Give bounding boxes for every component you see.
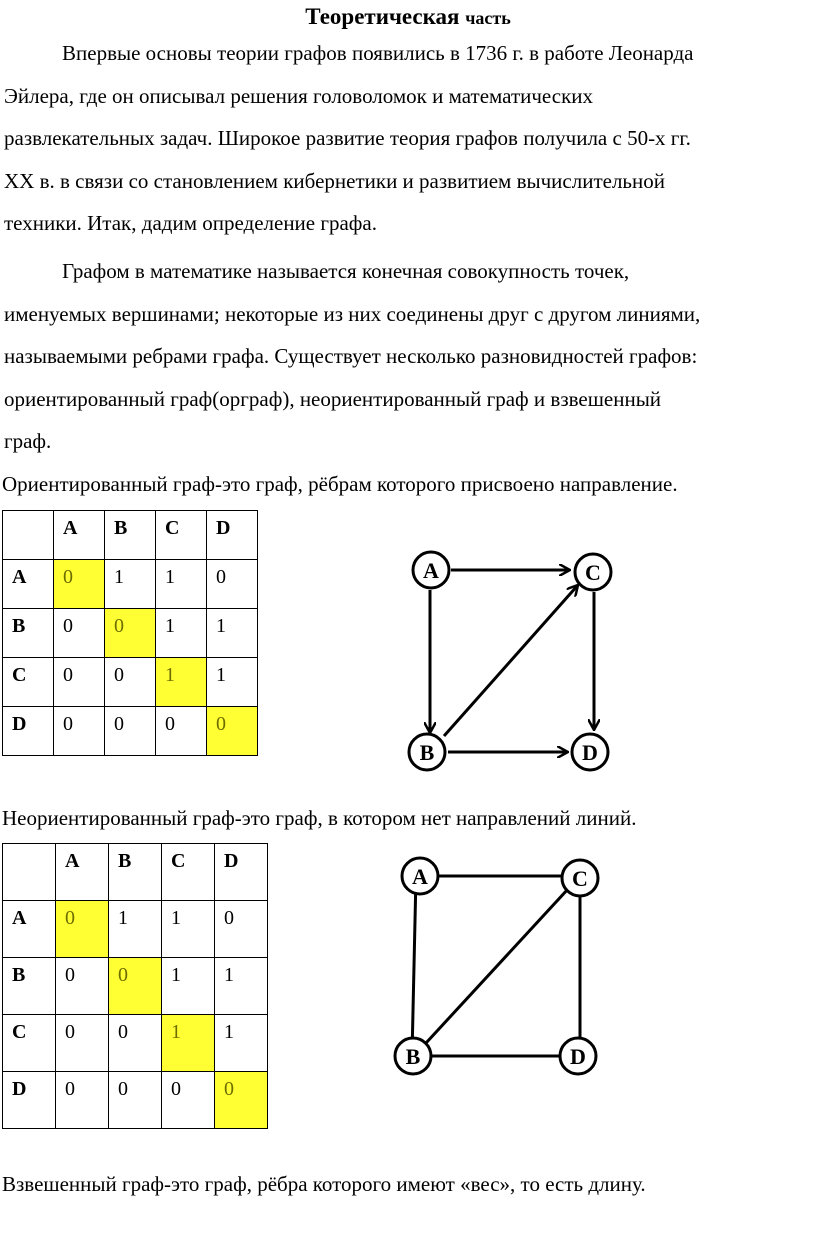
row-label: B [3, 958, 56, 1015]
row-label: D [3, 1072, 56, 1129]
table-cell: 1 [162, 1015, 215, 1072]
table-cell: 0 [109, 958, 162, 1015]
undirected-graph-diagram [395, 858, 598, 1074]
table-header-cell: C [162, 844, 215, 901]
svg-text:B: B [419, 740, 435, 765]
table-cell: 1 [162, 958, 215, 1015]
table-header-cell: A [56, 844, 109, 901]
table-cell: 0 [156, 707, 207, 756]
node-b [409, 734, 445, 770]
table-cell: 0 [54, 560, 105, 609]
table-row [3, 901, 268, 958]
table-cell: 1 [109, 901, 162, 958]
table-cell: 0 [162, 1072, 215, 1129]
row-label: A [3, 560, 54, 609]
title-small: часть [465, 8, 511, 28]
table-cell: 1 [156, 658, 207, 707]
table-header-cell: D [215, 844, 268, 901]
row-label: A [3, 901, 56, 958]
node-c [562, 860, 598, 896]
svg-text:C: C [585, 560, 601, 585]
table-cell: 0 [54, 609, 105, 658]
table-row [3, 1015, 268, 1072]
edge-a-b [412, 876, 416, 1056]
table-cell: 1 [207, 609, 258, 658]
node-d [572, 734, 608, 770]
table-cell: 1 [215, 1015, 268, 1072]
table-cell: 0 [105, 707, 156, 756]
edge-b-c [414, 876, 580, 1056]
table-cell: 0 [207, 560, 258, 609]
table-row [3, 958, 268, 1015]
intro-paragraph: Впервые основы теории графов появились в 1736 г. в работе Леонарда Эйлера, где он описывал решения головоломок и математических развлекательных задач. Широкое развитие теория графов получила с 50-х гг. XX в. в связи со становлением кибернетики и развитием вычислительной техники. Итак, дадим определение графа. [4, 41, 694, 235]
node-a [413, 552, 449, 588]
weighted-definition: Взвешенный граф-это граф, рёбра которого имеют «вес», то есть длину. [2, 1172, 646, 1196]
table-cell: 1 [105, 560, 156, 609]
table-header-cell: A [54, 511, 105, 560]
table-cell: 0 [54, 658, 105, 707]
title-main: Теоретическая [305, 4, 460, 29]
table-cell: 1 [156, 560, 207, 609]
svg-text:D: D [582, 740, 598, 765]
table-cell: 1 [162, 901, 215, 958]
node-b [395, 1038, 431, 1074]
node-c [575, 554, 611, 590]
table-header-row [3, 844, 268, 901]
undirected-adjacency-table [2, 843, 268, 1129]
undirected-definition: Неориентированный граф-это граф, в котором нет направлений линий. [2, 806, 637, 830]
table-cell: 0 [56, 1015, 109, 1072]
table-cell: 0 [56, 901, 109, 958]
row-label: C [3, 1015, 56, 1072]
table-cell: 0 [215, 1072, 268, 1129]
svg-text:C: C [572, 866, 588, 891]
table-header-cell: B [109, 844, 162, 901]
table-cell: 0 [54, 707, 105, 756]
table-row [3, 1072, 268, 1129]
table-cell: 1 [215, 958, 268, 1015]
table-cell: 1 [207, 658, 258, 707]
table-cell: 0 [109, 1015, 162, 1072]
edge-b-c [444, 585, 578, 736]
row-label: B [3, 609, 54, 658]
node-a [402, 858, 438, 894]
svg-text:D: D [570, 1044, 586, 1069]
svg-text:A: A [412, 864, 428, 889]
table-cell: 0 [109, 1072, 162, 1129]
table-cell: 0 [56, 958, 109, 1015]
table-cell: 0 [56, 1072, 109, 1129]
svg-text:A: A [423, 558, 439, 583]
table-cell: 1 [156, 609, 207, 658]
node-d [560, 1038, 596, 1074]
row-label: C [3, 658, 54, 707]
table-header-cell: C [156, 511, 207, 560]
row-label: D [3, 707, 54, 756]
svg-text:B: B [405, 1044, 421, 1069]
table-header-cell: D [207, 511, 258, 560]
table-header-cell [3, 844, 56, 901]
table-cell: 0 [105, 609, 156, 658]
directed-definition: Ориентированный граф-это граф, рёбрам которого присвоено направление. [2, 472, 678, 496]
definition-paragraph: Графом в математике называется конечная совокупность точек, именуемых вершинами; некоторые из них соединены друг с другом линиями, называемыми ребрами графа. Существует несколько разновидностей графов: ориентированный граф(орграф), неориентированный граф и взвешенный граф. [4, 259, 701, 453]
table-cell: 0 [105, 658, 156, 707]
table-cell: 0 [207, 707, 258, 756]
table-cell: 0 [215, 901, 268, 958]
table-header-cell: B [105, 511, 156, 560]
